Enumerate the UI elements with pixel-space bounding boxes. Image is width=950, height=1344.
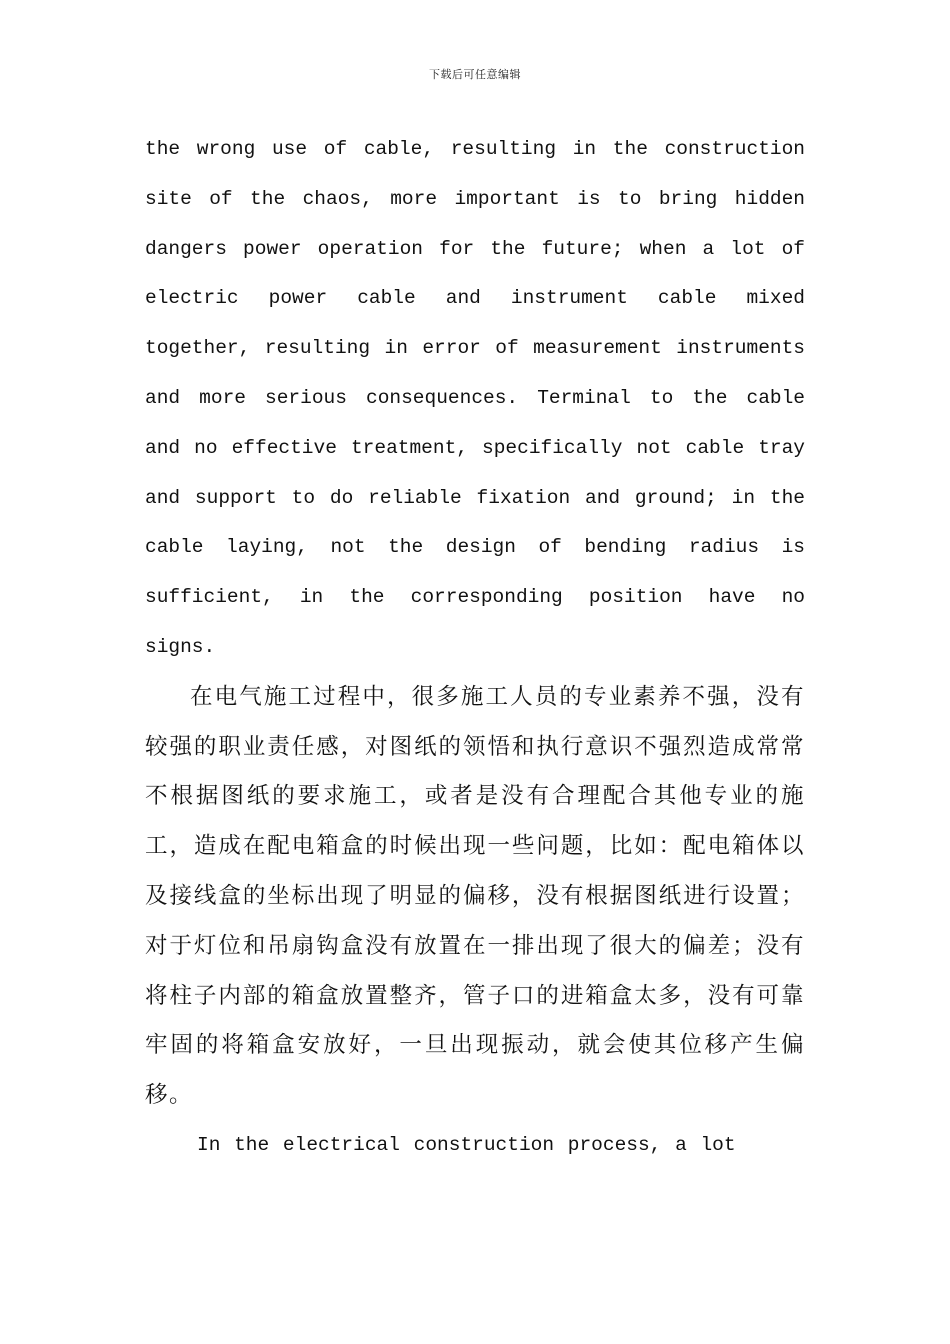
document-body: [145, 125, 805, 1171]
english-paragraph-continued: In the electrical construction process, a lot: [197, 1133, 736, 1156]
english-paragraph: the wrong use of cable, resulting in the construction site of the chaos, more important is to bring hidden dangers power operation for the future; when a lot of electric power cable and instrument cable mixed together, resulting in error of measurement instruments and more serious consequences. Terminal to the cable and no effective treatment, specifically not cable tray and support to do reliable fixation and ground; in the cable laying, not the design of bending radius is sufficient, in the corresponding position have no signs.: [145, 138, 805, 658]
chinese-paragraph: 在电气施工过程中，很多施工人员的专业素养不强，没有较强的职业责任感，对图纸的领悟和执行意识不强烈造成常常不根据图纸的要求施工，或者是没有合理配合其他专业的施工，造成在配电箱盒的时候出现一些问题，比如：配电箱体以及接线盒的坐标出现了明显的偏移，没有根据图纸进行设置；对于灯位和吊扇钩盒没有放置在一排出现了很大的偏差；没有将柱子内部的箱盒放置整齐，管子口的进箱盒太多，没有可靠牢固的将箱盒安放好，一旦出现振动，就会使其位移产生偏移。: [145, 683, 805, 1109]
page-header: 下载后可任意编辑: [429, 68, 521, 81]
